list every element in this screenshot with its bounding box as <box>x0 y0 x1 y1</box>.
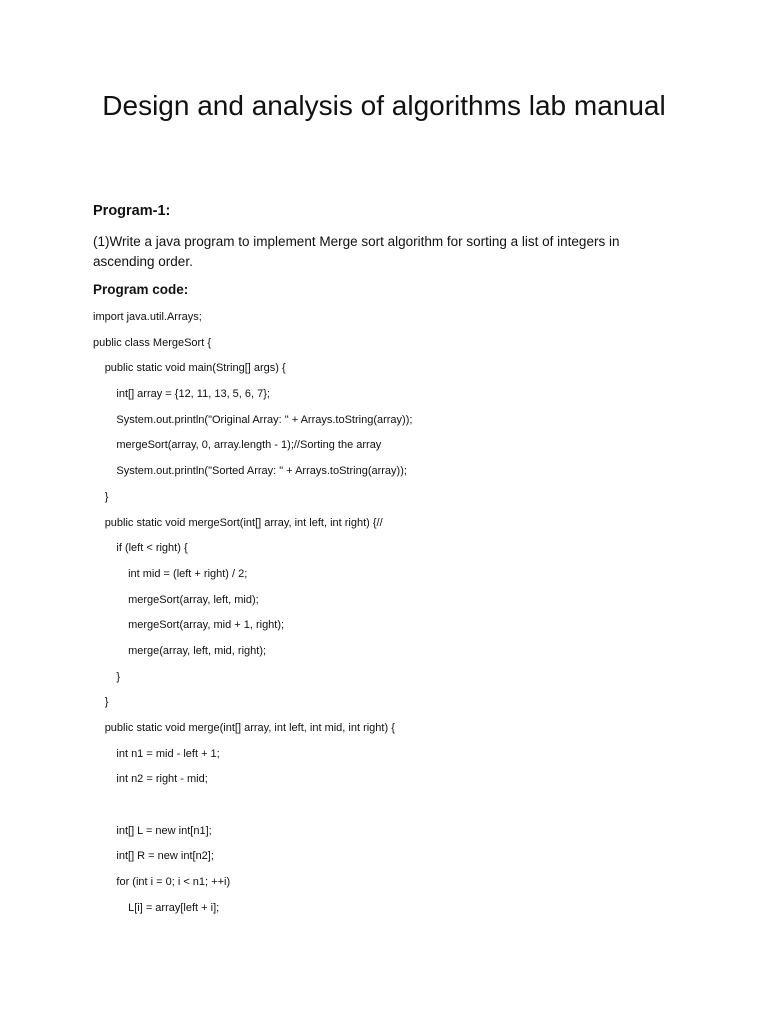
code-line: if (left < right) { <box>116 542 188 555</box>
code-line: public static void merge(int[] array, int left, int mid, int right) { <box>104 722 395 734</box>
code-line: mergeSort(array, 0, array.length - 1);//Sorting the array <box>116 439 382 452</box>
code-line: for (int i = 0; i < n1; ++i) <box>116 876 231 889</box>
program-heading: Program-1: <box>93 203 171 219</box>
code-line: int n1 = mid - left + 1; <box>116 747 220 760</box>
code-line: public class MergeSort { <box>93 336 211 349</box>
code-line: int n2 = right - mid; <box>116 773 208 786</box>
code-line <box>93 796 693 822</box>
code-line: L[i] = array[left + i]; <box>128 901 220 914</box>
code-line: mergeSort(array, mid + 1, right); <box>128 619 285 632</box>
code-line: System.out.println("Sorted Array: " + Arrays.toString(array)); <box>116 465 407 478</box>
document-title: Design and analysis of algorithms lab manual <box>102 90 666 121</box>
code-line: mergeSort(array, left, mid); <box>128 593 259 606</box>
code-heading: Program code: <box>93 282 189 297</box>
code-line: System.out.println("Original Array: " + Arrays.toString(array)); <box>116 413 413 426</box>
task-description: (1)Write a java program to implement Merge sort algorithm for sorting a list of integers in ascending order. <box>93 234 620 269</box>
code-line: int[] L = new int[n1]; <box>116 824 212 837</box>
code-line: int[] array = {12, 11, 13, 5, 6, 7}; <box>116 388 270 401</box>
code-line: } <box>104 696 109 709</box>
code-line: merge(array, left, mid, right); <box>128 644 267 657</box>
code-line: int[] R = new int[n2]; <box>116 850 214 863</box>
code-line: public static void main(String[] args) { <box>104 362 286 375</box>
code-block <box>93 308 693 925</box>
code-line: } <box>116 670 121 683</box>
code-line: int mid = (left + right) / 2; <box>128 567 248 580</box>
code-line: } <box>104 490 109 503</box>
code-line: import java.util.Arrays; <box>93 311 202 323</box>
code-line: public static void mergeSort(int[] array, int left, int right) {// <box>104 516 383 529</box>
